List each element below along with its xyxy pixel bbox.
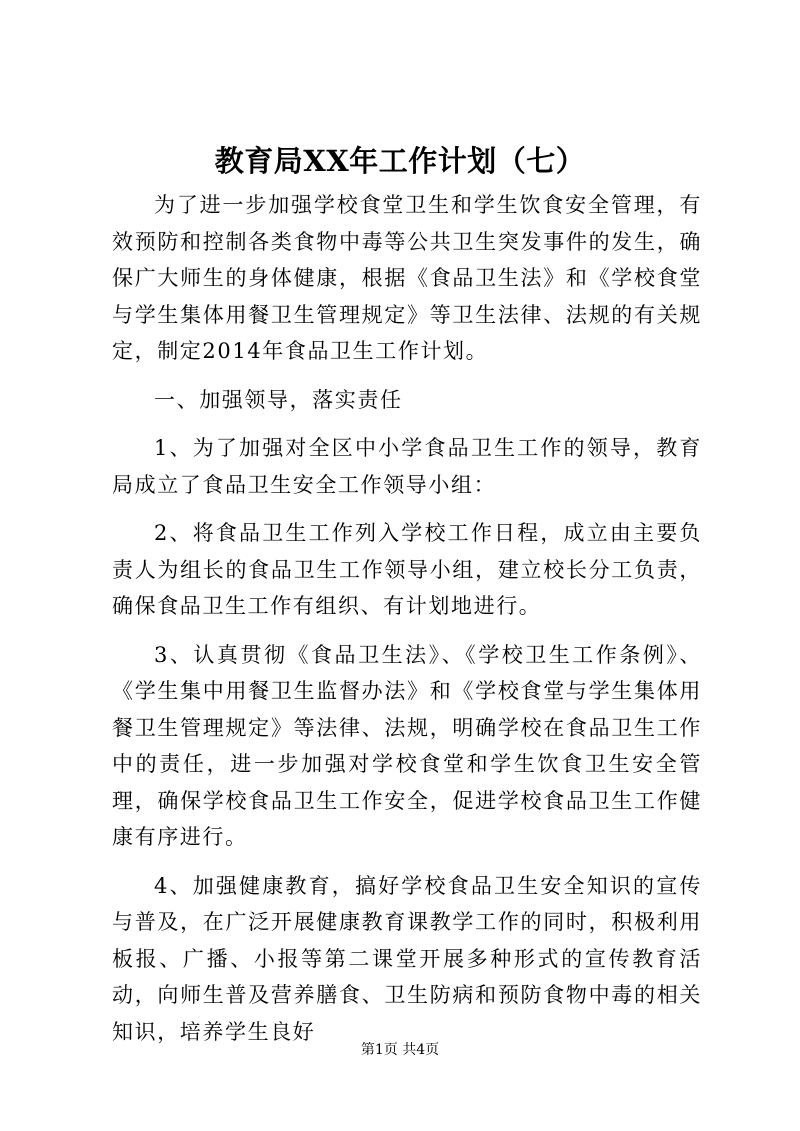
paragraph-intro: 为了进一步加强学校食堂卫生和学生饮食安全管理，有效预防和控制各类食物中毒等公共卫生突发事件的发生，确保广大师生的身体健康，根据《食品卫生法》和《学校食堂与学生集体用餐卫生管理规定》等卫生法律、法规的有关规定，制定2014年食品卫生工作计划。 <box>112 193 702 363</box>
section-heading-leadership: 一、加强领导，落实责任 <box>154 387 403 412</box>
paragraph-item-1: 1、为了加强对全区中小学食品卫生工作的领导，教育局成立了食品卫生安全工作领导小组： <box>112 436 702 497</box>
document-body <box>112 187 702 1050</box>
document-title: 教育局XX年工作计划（七） <box>214 144 586 178</box>
paragraph-item-2: 2、将食品卫生工作列入学校工作日程，成立由主要负责人为组长的食品卫生工作领导小组，建立校长分工负责，确保食品卫生工作有组织、有计划地进行。 <box>112 521 702 618</box>
paragraph-item-4: 4、加强健康教育，搞好学校食品卫生安全知识的宣传与普及，在广泛开展健康教育课教学工作的同时，积极利用板报、广播、小报等第二课堂开展多种形式的宣传教育活动，向师生普及营养膳食、卫生防病和预防食物中毒的相关知识，培养学生良好 <box>112 873 702 1044</box>
paragraph-item-3: 3、认真贯彻《食品卫生法》、《学校卫生工作条例》、《学生集中用餐卫生监督办法》和《学校食堂与学生集体用餐卫生管理规定》等法律、法规，明确学校在食品卫生工作中的责任，进一步加强对学校食堂和学生饮食卫生安全管理，确保学校食品卫生工作安全，促进学校食品卫生工作健康有序进行。 <box>112 642 702 849</box>
page-number-footer: 第1页 共4页 <box>360 1042 440 1058</box>
